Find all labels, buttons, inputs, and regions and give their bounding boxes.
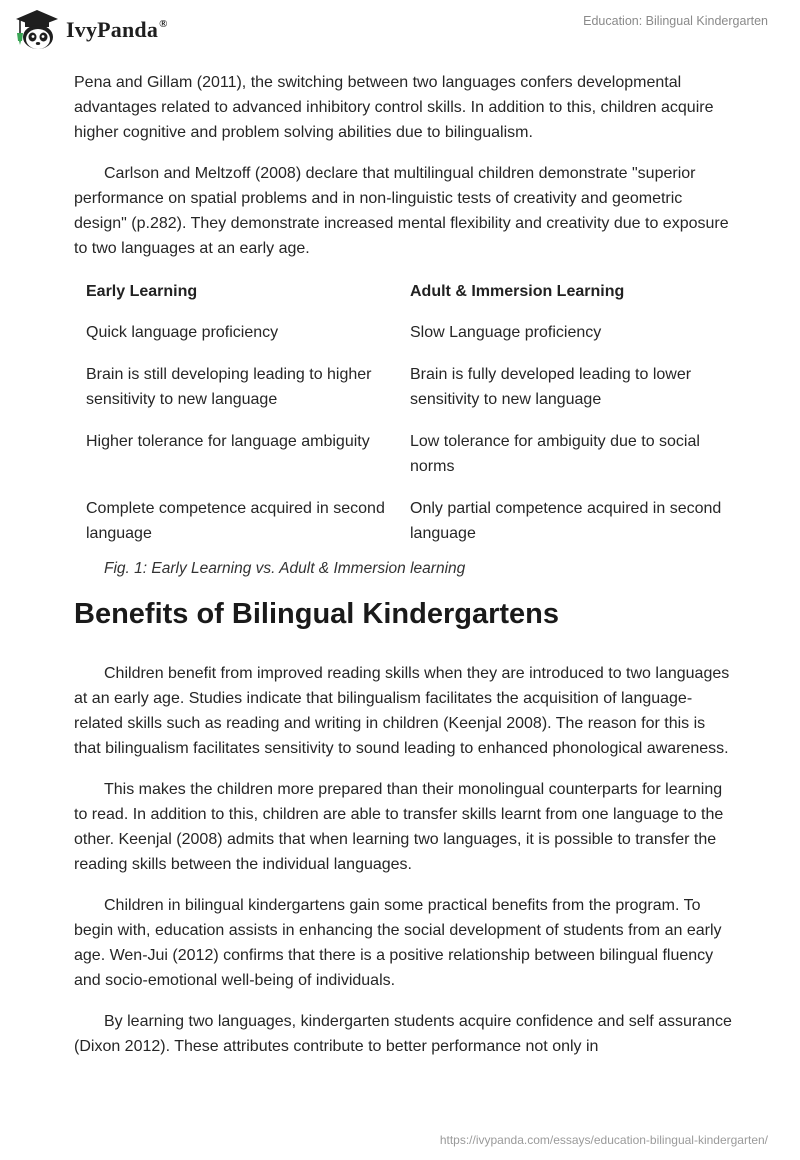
article-body — [74, 70, 734, 1075]
paragraph: Children benefit from improved reading skills when they are introduced to two languages at an early age. Studies indicate that bilingualism facilitates the acquisition of language-related skills such as reading and writing in children (Keenjal 2008). The reason for this is that bilingualism facilitates sensitivity to sound leading to enhanced phonological awareness. — [74, 665, 730, 757]
table-cell: Brain is fully developed leading to lower sensitivity to new language — [410, 366, 692, 408]
table-cell: Only partial competence acquired in second language — [410, 500, 722, 542]
table-cell: Quick language proficiency — [86, 324, 279, 341]
paragraph: Pena and Gillam (2011), the switching between two languages confers developmental advantages related to advanced inhibitory control skills. In addition to this, children acquire higher cognitive and problem solving abilities due to bilingualism. — [74, 74, 714, 141]
table-cell: Low tolerance for ambiguity due to social norms — [410, 433, 700, 475]
table-cell: Brain is still developing leading to higher sensitivity to new language — [86, 366, 372, 408]
section-heading: Benefits of Bilingual Kindergartens — [74, 598, 559, 630]
logo[interactable] — [14, 9, 168, 51]
comparison-table — [74, 279, 734, 563]
logo-wordmark: IvyPanda® — [66, 17, 168, 42]
figure-caption: Fig. 1: Early Learning vs. Adult & Immersion learning — [104, 560, 466, 577]
table-header-row — [74, 279, 734, 320]
source-url-link[interactable]: https://ivypanda.com/essays/education-bilingual-kindergarten/ — [439, 1133, 768, 1147]
paragraph: Children in bilingual kindergartens gain some practical benefits from the program. To begin with, education assists in enhancing the social development of students from an early age. Wen-Jui (2012) confirms that there is a positive relationship between bilingual fluency and socio-emotional well-being of individuals. — [74, 897, 722, 989]
table-row — [74, 429, 734, 496]
header — [0, 0, 800, 62]
table-row — [74, 320, 734, 362]
paragraph: This makes the children more prepared than their monolingual counterparts for learning to read. In addition to this, children are able to transfer skills learnt from one language to the other. Keenjal (2008) admits that when learning two languages, it is possible to transfer the reading skills between the individual languages. — [74, 781, 724, 873]
paragraph: Carlson and Meltzoff (2008) declare that multilingual children demonstrate "superior performance on spatial problems and in non-linguistic tests of creativity and geometric design" (p.282). They demonstrate increased mental flexibility and creativity due to exposure to two languages at an early age. — [74, 165, 729, 257]
column-header-early: Early Learning — [86, 283, 198, 300]
table-row — [74, 496, 734, 563]
table-cell: Higher tolerance for language ambiguity — [86, 433, 370, 450]
table-cell: Complete competence acquired in second language — [86, 500, 385, 542]
table-row — [74, 362, 734, 429]
column-header-adult: Adult & Immersion Learning — [410, 283, 625, 300]
document-title: Education: Bilingual Kindergarten — [583, 14, 768, 28]
table-cell: Slow Language proficiency — [410, 324, 602, 341]
panda-logo-icon — [14, 9, 60, 51]
paragraph: By learning two languages, kindergarten students acquire confidence and self assurance (Dixon 2012). These attributes contribute to better performance not only in — [74, 1013, 732, 1055]
